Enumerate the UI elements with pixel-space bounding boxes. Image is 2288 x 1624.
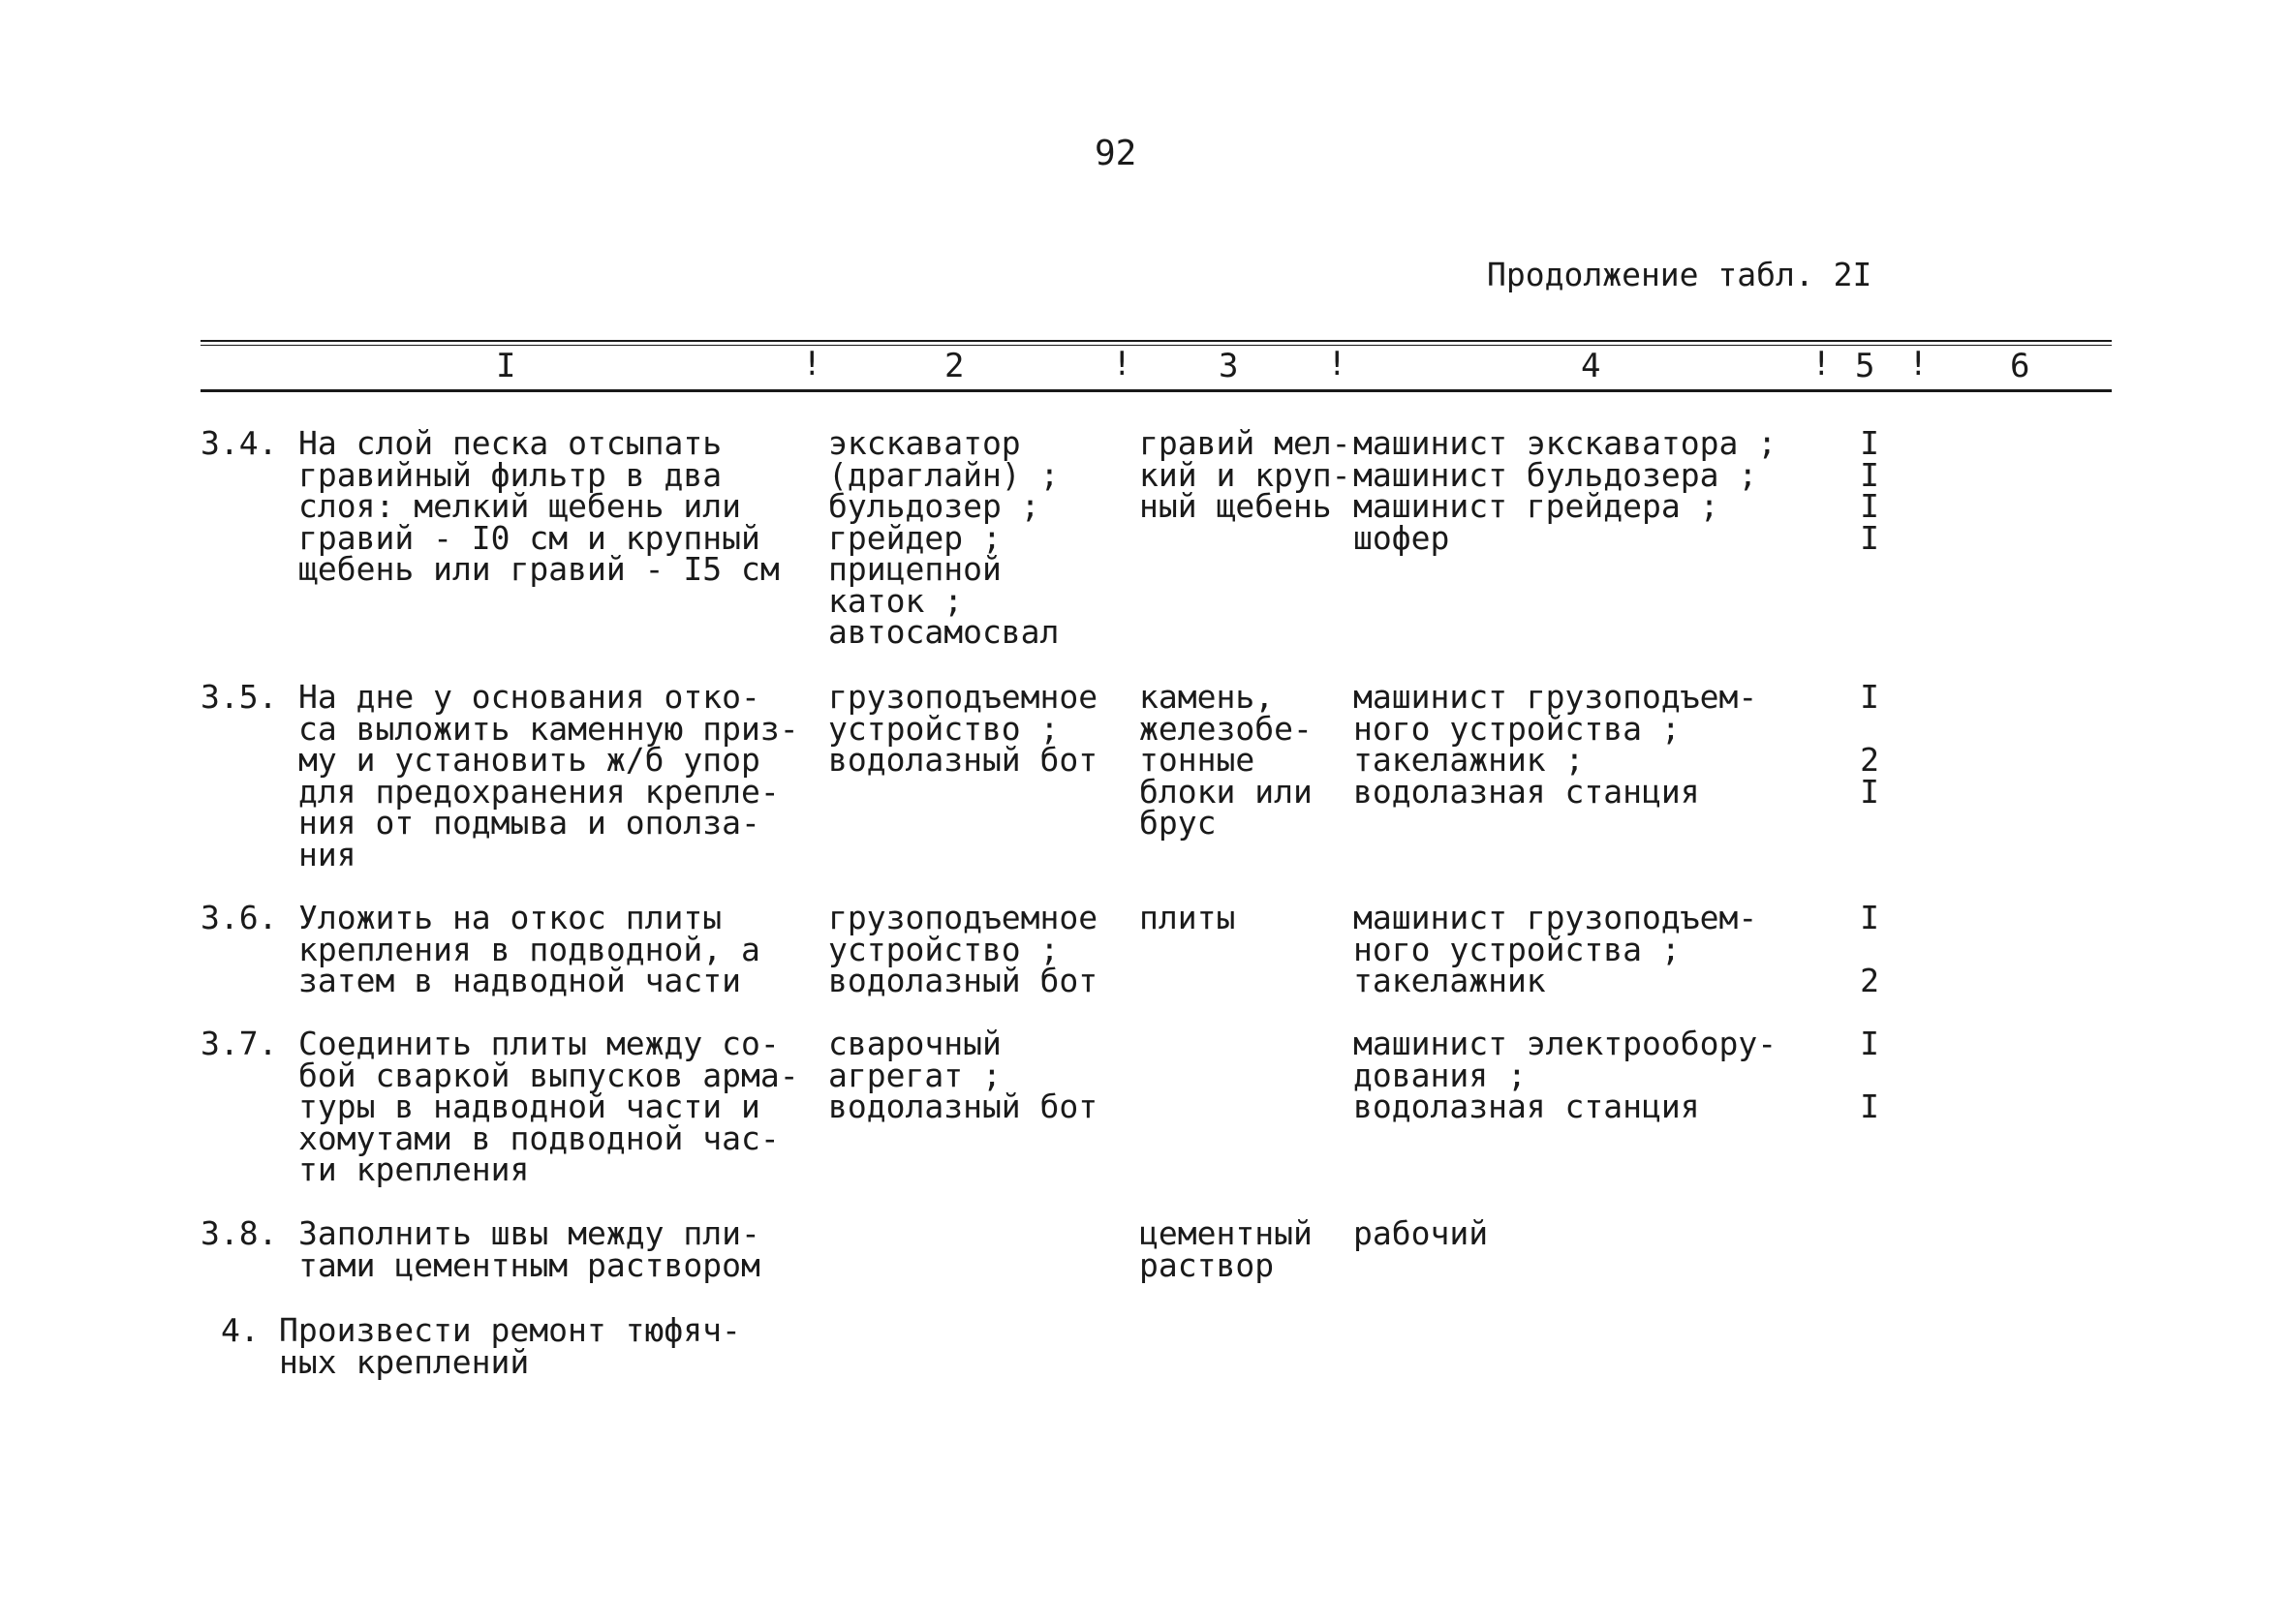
- materials: камень, железобе- тонные блоки или брус: [1139, 678, 1313, 842]
- workers: машинист экскаватора ; машинист бульдозера ; машинист грейдера ; шофер: [1353, 424, 1778, 557]
- operation-description: На дне у основания отко- са выложить каменную приз- му и установить ж/б упор для предохранения крепле- ния от подмыва и ополза- ния: [298, 678, 799, 873]
- column-separator: !: [1811, 345, 1832, 383]
- worker-count: I I I I: [1860, 424, 1879, 557]
- operation-description: На слой песка отсыпать гравийный фильтр в два слоя: мелкий щебень или гравий - I0 см и крупный щебень или гравий - I5 см: [298, 424, 780, 588]
- machines: грузоподъемное устройство ; водолазный бот: [828, 899, 1098, 999]
- column-header-3: 3: [1219, 347, 1239, 385]
- operation-description: Произвести ремонт тюфяч- ных креплений: [279, 1311, 741, 1381]
- workers: машинист электрообору- дования ; водолазная станция: [1353, 1025, 1778, 1125]
- operation-description: Заполнить швы между пли- тами цементным раствором: [298, 1214, 760, 1284]
- workers: рабочий: [1353, 1214, 1489, 1252]
- column-header-5: 5: [1855, 347, 1875, 385]
- table-header-rule-bottom: [201, 389, 2112, 392]
- machines: сварочный агрегат ; водолазный бот: [828, 1025, 1098, 1125]
- operation-description: Соединить плиты между со- бой сваркой выпусков арма- туры в надводной части и хомутами в подводной час- ти крепления: [298, 1025, 799, 1188]
- column-header-4: 4: [1581, 347, 1601, 385]
- row-number: 3.8.: [201, 1214, 278, 1252]
- machines: экскаватор (драглайн) ; бульдозер ; грейдер ; прицепной каток ; автосамосвал: [828, 424, 1060, 651]
- column-separator: !: [802, 345, 822, 383]
- operation-description: Уложить на откос плиты крепления в подводной, а затем в надводной части: [298, 899, 760, 999]
- column-header-2: 2: [944, 347, 965, 385]
- page-number: 92: [1095, 134, 1137, 173]
- column-separator: !: [1112, 345, 1132, 383]
- worker-count: I 2 I: [1860, 678, 1879, 811]
- materials: цементный раствор: [1139, 1214, 1313, 1284]
- machines: грузоподъемное устройство ; водолазный бот: [828, 678, 1098, 779]
- worker-count: I I: [1860, 1025, 1879, 1125]
- workers: машинист грузоподъем- ного устройства ; такелажник: [1353, 899, 1758, 999]
- column-separator: !: [1327, 345, 1347, 383]
- row-number: 3.4.: [201, 424, 278, 462]
- row-number: 3.6.: [201, 899, 278, 936]
- column-separator: !: [1908, 345, 1929, 383]
- column-header-6: 6: [2010, 347, 2030, 385]
- row-number: 3.7.: [201, 1025, 278, 1062]
- table-continuation-caption: Продолжение табл. 2I: [1487, 256, 1872, 293]
- worker-count: I 2: [1860, 899, 1879, 999]
- row-number: 4.: [221, 1311, 260, 1349]
- materials: гравий мел- кий и круп- ный щебень: [1139, 424, 1351, 525]
- column-header-1: I: [496, 347, 516, 385]
- row-number: 3.5.: [201, 678, 278, 716]
- table-header-rule-top: [201, 340, 2112, 342]
- workers: машинист грузоподъем- ного устройства ; такелажник ; водолазная станция: [1353, 678, 1758, 811]
- materials: плиты: [1139, 899, 1236, 936]
